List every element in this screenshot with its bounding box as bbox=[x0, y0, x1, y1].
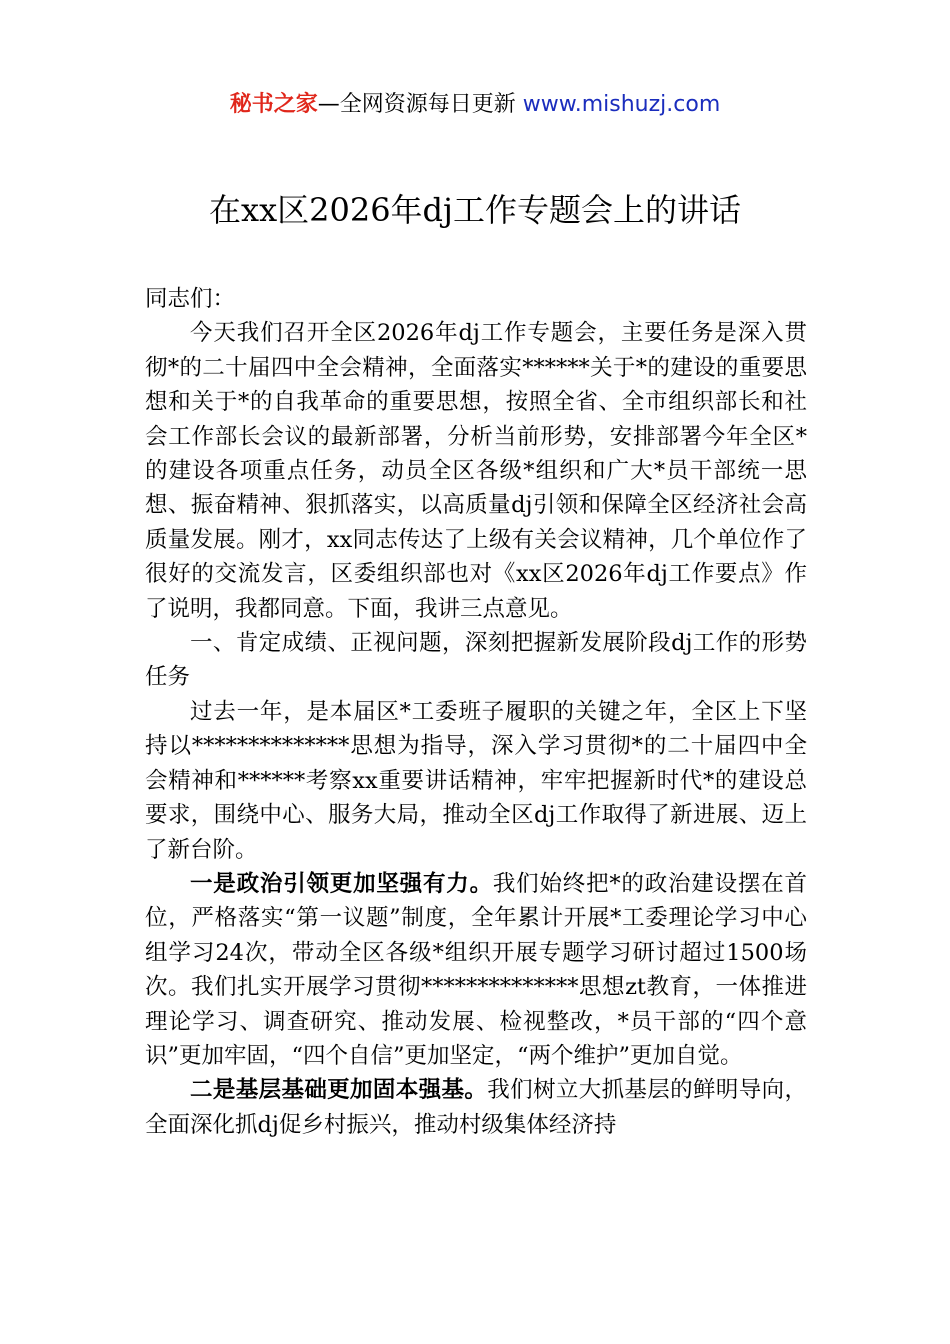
site-slogan: —全网资源每日更新 bbox=[317, 92, 523, 117]
section-heading-1: 一、肯定成绩、正视问题，深刻把握新发展阶段dj工作的形势任务 bbox=[145, 630, 807, 691]
site-header bbox=[0, 88, 950, 122]
site-url-link[interactable]: www.mishuzj.com bbox=[522, 92, 721, 117]
point-lead-political: 一是政治引领更加坚强有力。 bbox=[190, 870, 493, 897]
paragraph-review: 过去一年，是本届区*工委班子履职的关键之年，全区上下坚持以**************思想为指导，深入学习贯彻*的二十届四中全会精神和******考察xx重要讲话精神，牢牢把握新时代*的建设总要求，围绕中心、服务大局，推动全区dj工作取得了新进展、迈上了新台阶。 bbox=[145, 698, 807, 863]
point-text-grassroots: 我们树立大抓基层的鲜明导向，全面深化抓dj促乡村振兴，推动村级集体经济持 bbox=[145, 1077, 807, 1138]
paragraph-grassroots bbox=[145, 1073, 807, 1142]
point-text-political: 我们始终把*的政治建设摆在首位，严格落实“第一议题”制度，全年累计开展*工委理论学习中心组学习24次，带动全区各级*组织开展专题学习研讨超过1500场次。我们扎实开展学习贯彻**************思想zt教育，一体推进理论学习、调查研究、推动发展、检视整改，*员干部的“四个意识”更加牢固，“四个自信”更加坚定，“两个维护”更加自觉。 bbox=[145, 870, 807, 1069]
paragraph-political bbox=[145, 867, 807, 1073]
point-lead-grassroots: 二是基层基础更加固本强基。 bbox=[190, 1077, 488, 1104]
salutation: 同志们： bbox=[145, 286, 236, 312]
document-title: 在xx区2026年dj工作专题会上的讲话 bbox=[209, 191, 741, 229]
document-body bbox=[145, 282, 807, 1142]
paragraph-intro: 今天我们召开全区2026年dj工作专题会，主要任务是深入贯彻*的二十届四中全会精神，全面落实******关于*的建设的重要思想和关于*的自我革命的重要思想，按照全省、全市组织部长和社会工作部长会议的最新部署，分析当前形势，安排部署今年全区*的建设各项重点任务，动员全区各级*组织和广大*员干部统一思想、振奋精神、狠抓落实，以高质量dj引领和保障全区经济社会高质量发展。刚才，xx同志传达了上级有关会议精神，几个单位作了很好的交流发言，区委组织部也对《xx区2026年dj工作要点》作了说明，我都同意。下面，我讲三点意见。 bbox=[145, 320, 807, 622]
brand-name: 秘书之家 bbox=[229, 92, 318, 117]
